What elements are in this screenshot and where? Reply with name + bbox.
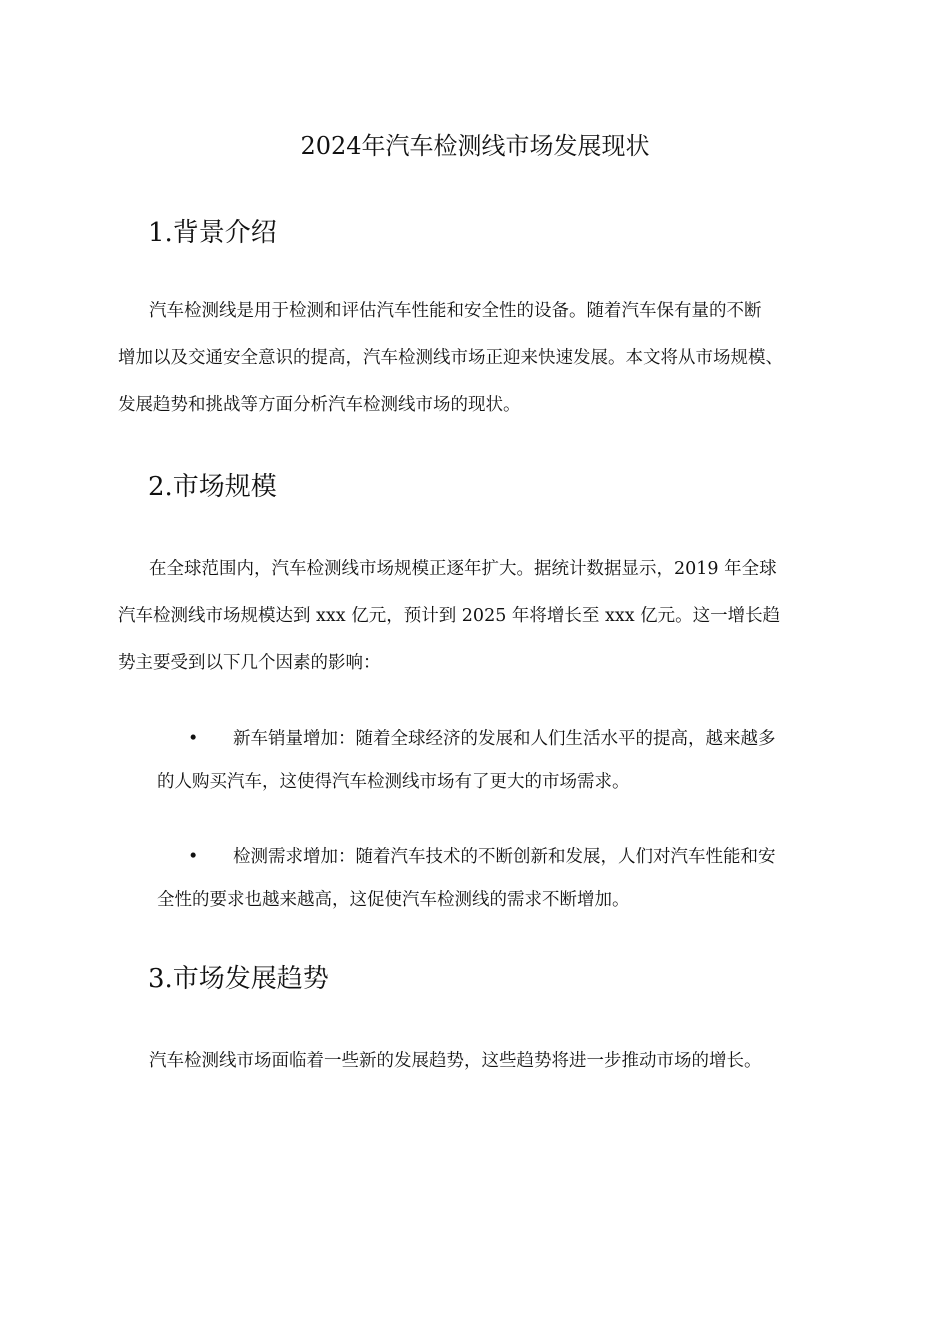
bullet-text-line: 检测需求增加：随着汽车技术的不断创新和发展，人们对汽车性能和安	[233, 847, 776, 867]
bullet-marker: •	[188, 729, 199, 749]
paragraph-line: 增加以及交通安全意识的提高，汽车检测线市场正迎来快速发展。本文将从市场规模、	[118, 348, 783, 368]
paragraph-market-size	[118, 546, 838, 687]
paragraph-line: 发展趋势和挑战等方面分析汽车检测线市场的现状。	[118, 395, 521, 415]
bullet-item-inspection-demand	[157, 836, 837, 922]
paragraph-line: 汽车检测线市场规模达到 xxx 亿元，预计到 2025 年将增长至 xxx 亿元。这一增长趋	[118, 606, 781, 626]
bullet-item-new-car-sales	[157, 718, 837, 804]
bullet-text-line: 全性的要求也越来越高，这促使汽车检测线的需求不断增加。	[157, 890, 630, 910]
bullet-text-line: 新车销量增加：随着全球经济的发展和人们生活水平的提高，越来越多	[233, 729, 776, 749]
bullet-marker: •	[188, 847, 199, 867]
paragraph-line: 在全球范围内，汽车检测线市场规模正逐年扩大。据统计数据显示，2019 年全球	[149, 559, 777, 579]
bullet-text-line: 的人购买汽车，这使得汽车检测线市场有了更大的市场需求。	[157, 772, 630, 792]
paragraph-background	[118, 288, 838, 429]
paragraph-trends	[118, 1038, 838, 1085]
document-title: 2024年汽车检测线市场发展现状	[300, 132, 650, 160]
paragraph-line: 汽车检测线市场面临着一些新的发展趋势，这些趋势将进一步推动市场的增长。	[149, 1051, 762, 1071]
paragraph-line: 势主要受到以下几个因素的影响：	[118, 653, 381, 673]
section-heading-trends: 3.市场发展趋势	[148, 964, 329, 994]
section-heading-background: 1.背景介绍	[148, 218, 277, 248]
paragraph-line: 汽车检测线是用于检测和评估汽车性能和安全性的设备。随着汽车保有量的不断	[149, 301, 762, 321]
section-heading-market-size: 2.市场规模	[148, 472, 277, 502]
